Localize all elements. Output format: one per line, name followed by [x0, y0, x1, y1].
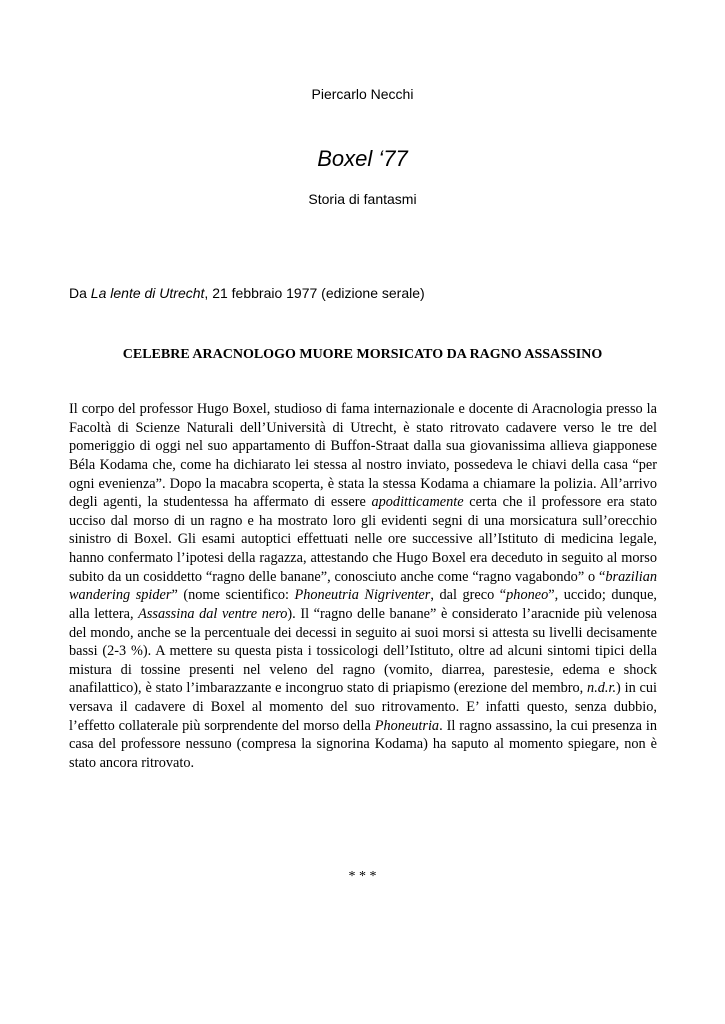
article-italic: phoneo	[506, 587, 549, 604]
source-prefix: Da	[69, 285, 91, 301]
section-separator: * * *	[348, 869, 377, 884]
article-body	[69, 400, 657, 773]
article-text: , dal greco “	[430, 587, 507, 604]
article-text: . Il ragno assassino, la cui presenza in casa del professore nessuno (compresa la signorina Kodama) ha saputo al momento spiegare, non è stato ancora ritrovato.	[69, 717, 657, 771]
article-text: ” (nome scientifico:	[171, 587, 295, 604]
document-title: Boxel ‘77	[317, 146, 408, 171]
article-italic: Phoneutria Nigriventer	[294, 587, 431, 604]
author-name: Piercarlo Necchi	[311, 86, 414, 102]
article-text: ”, uccido; dunque, alla lettera,	[69, 587, 658, 622]
article-headline: CELEBRE ARACNOLOGO MUORE MORSICATO DA RAGNO ASSASSINO	[122, 347, 603, 362]
article-italic: Assassina dal ventre nero	[138, 605, 288, 622]
article-text: ) in cui versava il cadavere di Boxel al momento del suo ritrovamento. E’ infatti questo, senza dubbio, l’effetto collaterale più sorprendente del morso della	[69, 680, 658, 734]
article-italic: Phoneutria	[374, 717, 440, 734]
document-subtitle: Storia di fantasmi	[308, 191, 417, 207]
article-italic: brazilian wandering spider	[69, 568, 657, 604]
article-italic: apoditticamente	[371, 494, 464, 511]
article-italic: n.d.r.	[587, 680, 617, 697]
source-publication: La lente di Utrecht	[90, 285, 205, 301]
source-line	[69, 285, 425, 301]
article-text: ). Il “ragno delle banane” è considerato l’aracnide più velenosa del mondo, anche se la percentuale dei decessi in seguito ai suoi morsi si attesta su livelli decisamente bassi (2-3 %). A mettere su questa pista i tossicologi dell’Istituto, oltre ad alcuni sintomi tipici della mistura di tossine presenti nel veleno del ragno (vomito, diarrea, parestesie, edema e shock anafilattico), è stato l’imbarazzante e incongruo stato di priapismo (erezione del membro,	[69, 605, 657, 697]
article-text: certa che il professore era stato ucciso dal morso di un ragno e ha mostrato loro gli evidenti segni di una morsicatura sull’orecchio sinistro di Boxel. Gli esami autoptici effettuati nelle ore successive all’Istituto di medicina legale, hanno confermato l’ipotesi della ragazza, attestando che Hugo Boxel era deceduto in seguito al morso subito da un cosiddetto “ragno delle banane”, conosciuto anche come “ragno vagabondo” o “	[69, 494, 657, 585]
source-suffix: , 21 febbraio 1977 (edizione serale)	[204, 285, 425, 301]
article-text: Il corpo del professor Hugo Boxel, studioso di fama internazionale e docente di Aracnologia presso la Facoltà di Scienze Naturali dell’Università di Utrecht, è stato ritrovato cadavere verso le tre del pomeriggio di oggi nel suo appartamento di Buffon-Straat dalla sua giovanissima allieva giapponese Béla Kodama che, come ha dichiarato lei stessa al nostro inviato, possedeva le chiavi della casa “per ogni evenienza”. Dopo la macabra scoperta, è stata la stessa Kodama a chiamare la polizia. All’arrivo degli agenti, la studentessa ha affermato di essere	[69, 401, 657, 511]
